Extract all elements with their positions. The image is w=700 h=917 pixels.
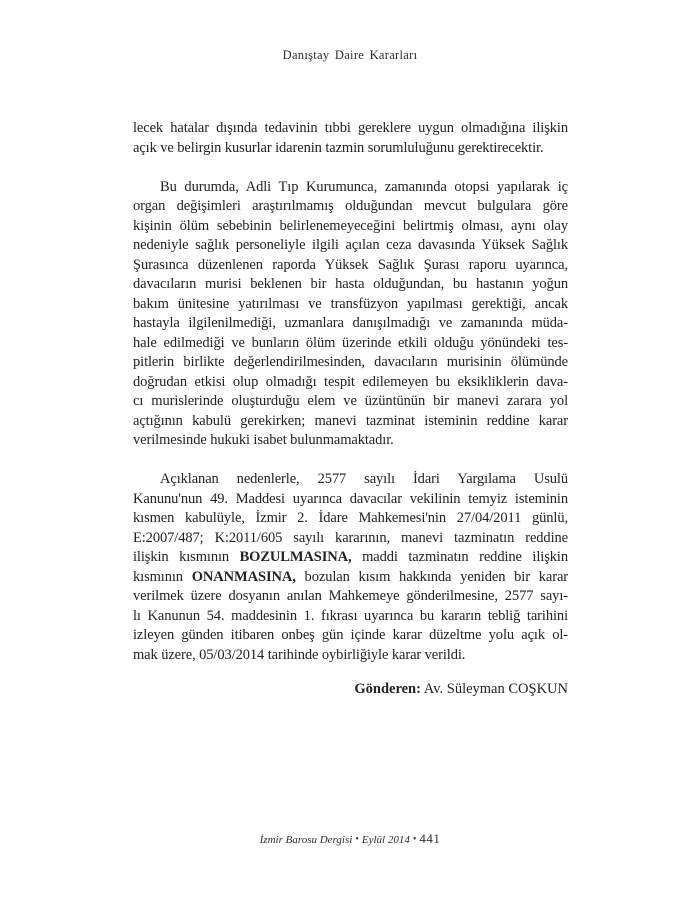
text-line: izleyen günden itibaren onbeş gün içinde karar düzeltme yolu açık ol- — [133, 627, 568, 643]
signature-label: Gönderen: — [354, 681, 421, 697]
footer-page-number: 441 — [419, 831, 441, 846]
document-body — [133, 119, 568, 700]
signature-line — [133, 680, 568, 700]
text-segment: bozulan kısım hakkında yeniden bir karar — [295, 568, 568, 585]
text-line: Şurasınca düzenlenen raporda Yüksek Sağlık Şurası raporu uyarınca, — [133, 256, 568, 273]
text-line: kişinin ölüm sebebinin belirlenemeyeceğini belirtmiş olması, aynı olay — [133, 217, 568, 234]
text-line: davacıların murisi beklenen bir hasta olduğundan, bu hastanın yoğun — [133, 276, 568, 292]
text-line: hale edilmediği ve bunların ölüm üzerinde etkili olduğu yönündeki tes- — [133, 334, 568, 351]
signature-name: Av. Süleyman COŞKUN — [423, 681, 568, 697]
text-line: cı murislerinde oluşturduğu elem ve üzüntünün bir manevi zarara yol — [133, 393, 568, 409]
paragraphs — [133, 119, 568, 665]
text-line: mak üzere, 05/03/2014 tarihinde oybirliğiyle karar verildi. — [133, 646, 466, 663]
text-line: kısmen kabulüyle, İzmir 2. İdare Mahkemesi'nin 27/04/2011 günlü, — [133, 510, 568, 526]
bold-phrase: ONANMASINA, — [191, 568, 296, 585]
text-line: organ değişimleri araştırılmamış olduğundan mevcut bulgulara göre — [133, 198, 568, 214]
text-line — [133, 548, 568, 568]
text-line: hastayla ilgilenilmediği, uzmanlara danışılmadığı ve zamanında müda- — [133, 315, 568, 331]
text-line: pitlerin birlikte değerlendirilmesinden, davacıların murisinin ölümünde — [133, 354, 568, 370]
text-segment: kısmının — [133, 568, 192, 585]
bold-phrase: BOZULMASINA, — [239, 549, 352, 565]
text-line: lı Kanunun 54. maddesinin 1. fıkrası uyarınca bu kararın tebliğ tarihini — [133, 607, 568, 624]
paragraph — [133, 119, 568, 158]
running-header: Danıştay Daire Kararları — [282, 48, 418, 62]
text-segment: maddi tazminatın reddine ilişkin — [351, 549, 568, 565]
text-line: Bu durumda, Adli Tıp Kurumunca, zamanında otopsi yapılarak iç — [160, 178, 568, 195]
text-line: açık ve belirgin kusurlar idarenin tazmin sorumluluğunu gerektirecektir. — [133, 139, 544, 156]
text-line — [133, 568, 568, 588]
text-line: verilmesinde hukuki isabet bulunmamaktadır. — [133, 432, 394, 448]
text-line: E:2007/487; K:2011/605 sayılı kararının, manevi tazminatın reddine — [133, 529, 568, 546]
text-line: nedeniyle sağlık personeliyle ilgili açılan ceza davasında Yüksek Sağlık — [133, 237, 568, 253]
text-line: verilmek üzere dosyanın anılan Mahkemeye gönderilmesine, 2577 sayı- — [133, 588, 568, 604]
text-line: Kanunu'nun 49. Maddesi uyarınca davacılar vekilinin temyiz isteminin — [133, 490, 568, 507]
text-segment: ilişkin kısmının — [133, 549, 240, 565]
text-line: açtığının kabulü gerekirken; manevi tazminat isteminin reddine karar — [133, 412, 568, 429]
text-line: bakım ünitesine yatırılması ve transfüzyon yapılması gerektiği, ancak — [133, 295, 568, 312]
text-line: Açıklanan nedenlerle, 2577 sayılı İdari Yargılama Usulü — [160, 471, 568, 487]
footer-separator: • — [355, 834, 359, 845]
footer-journal-title: İzmir Barosu Dergisi — [259, 834, 353, 846]
text-line: doğrudan etkisi olup olmadığı tespit edilemeyen bu eksikliklerin dava- — [133, 373, 568, 390]
paragraph — [133, 178, 568, 451]
paragraph — [133, 470, 568, 665]
text-line: lecek hatalar dışında tedavinin tıbbi gereklere uygun olmadığına ilişkin — [133, 120, 568, 136]
page-footer — [0, 831, 700, 847]
footer-separator: • — [412, 834, 417, 845]
footer-issue: Eylül 2014 — [361, 834, 410, 846]
